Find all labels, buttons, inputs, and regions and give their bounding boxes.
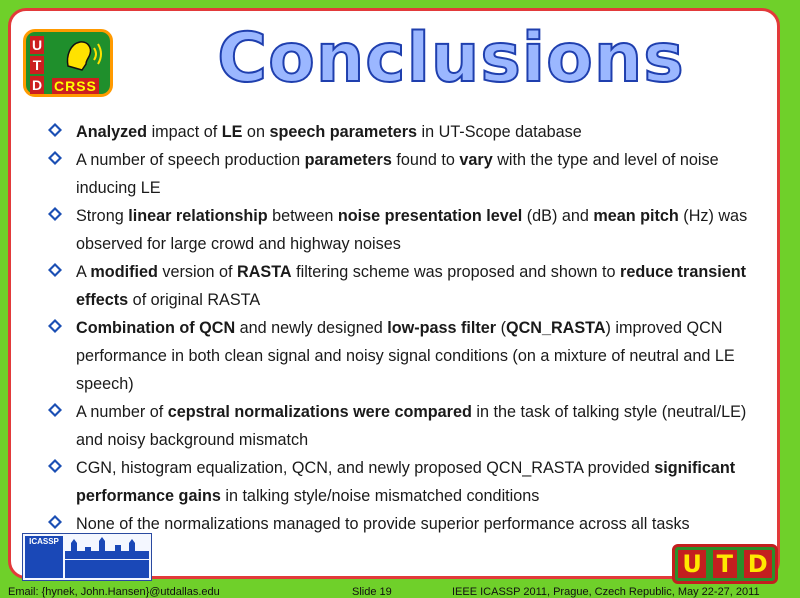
diamond-bullet-icon	[48, 146, 76, 170]
bullet-segment: impact of	[147, 123, 222, 141]
slide-title: Conclusions	[217, 19, 685, 98]
bullet-segment: Strong	[76, 207, 129, 225]
bullet-segment: None of the normalizations managed to provide superior performance across all tasks	[76, 515, 690, 533]
bullet-segment: (Hz) was observed for large crowd and highway noises	[76, 207, 748, 253]
utd-logo-letter-u: U	[678, 550, 706, 578]
crss-logo-text: CRSS	[54, 78, 97, 94]
bullet-item	[48, 510, 788, 538]
bullet-segment: in talking style/noise mismatched conditions	[220, 487, 540, 505]
bullet-segment: on	[242, 123, 270, 141]
bullet-emphasis: speech parameters	[269, 123, 418, 141]
diamond-bullet-icon	[48, 314, 76, 338]
bullet-segment: ) improved QCN performance in both clean signal and noisy signal conditions (on a mixture of neutral and LE speech)	[76, 319, 735, 393]
diamond-bullet-icon	[48, 202, 76, 226]
bullet-emphasis: QCN_RASTA	[505, 319, 606, 337]
crss-logo	[23, 29, 113, 97]
bullet-emphasis: modified	[90, 263, 158, 281]
icassp-badge: ICASSP	[25, 536, 63, 578]
bullet-emphasis: cepstral normalizations were compared	[167, 403, 472, 421]
bullet-segment: (dB) and	[522, 207, 594, 225]
bullet-segment: A number of	[76, 403, 168, 421]
speaker-head-icon	[62, 36, 108, 74]
bullet-item	[48, 454, 788, 510]
bullet-item	[48, 258, 788, 314]
diamond-bullet-icon	[48, 118, 76, 142]
prague-skyline-icon	[65, 537, 149, 559]
bullet-segment: in UT-Scope database	[417, 123, 582, 141]
bullet-segment: (	[496, 319, 506, 337]
bullet-emphasis: low-pass filter	[387, 319, 497, 337]
bullet-emphasis: LE	[221, 123, 243, 141]
bullet-item	[48, 146, 788, 202]
bullet-segment: CGN, histogram equalization, QCN, and newly proposed QCN_RASTA provided	[76, 459, 655, 477]
footer-slide-number: Slide 19	[352, 586, 392, 598]
bullet-emphasis: reduce transient effects	[76, 263, 746, 309]
bullet-segment: A	[76, 263, 91, 281]
bullet-emphasis: Combination of QCN	[76, 319, 236, 337]
bullet-segment: of original RASTA	[128, 291, 261, 309]
diamond-bullet-icon	[48, 454, 76, 478]
utd-logo-letter-t: T	[713, 550, 737, 578]
bullet-segment: in the task of talking style (neutral/LE) and noisy background mismatch	[76, 403, 747, 449]
bullet-emphasis: mean pitch	[593, 207, 679, 225]
diamond-bullet-icon	[48, 398, 76, 422]
bullet-segment: between	[267, 207, 338, 225]
bullet-text	[76, 146, 776, 202]
bullet-item	[48, 202, 788, 258]
bullet-item	[48, 314, 788, 398]
bullet-item	[48, 118, 788, 146]
diamond-bullet-icon	[48, 258, 76, 282]
bullet-emphasis: significant performance gains	[76, 459, 736, 505]
bullet-text	[76, 510, 776, 538]
bullet-text	[76, 398, 776, 454]
crss-logo-letter-u: U	[31, 37, 43, 53]
diamond-bullet-icon	[48, 510, 76, 534]
crss-logo-letter-d: D	[31, 77, 43, 93]
icassp-band	[65, 560, 149, 578]
bullet-item	[48, 398, 788, 454]
crss-logo-letter-t: T	[30, 56, 44, 74]
bullet-emphasis: noise presentation level	[337, 207, 523, 225]
utd-logo	[672, 544, 778, 584]
bullet-emphasis: RASTA	[237, 263, 292, 281]
footer-email: Email: {hynek, John.Hansen}@utdallas.edu	[8, 586, 220, 598]
bullet-segment: A number of speech production	[76, 151, 305, 169]
bullet-text	[76, 314, 776, 398]
icassp-logo	[22, 533, 152, 581]
bullet-segment: with the type and level of noise inducing LE	[76, 151, 719, 197]
bullet-emphasis: linear relationship	[128, 207, 268, 225]
bullet-emphasis: vary	[459, 151, 493, 169]
bullet-segment: found to	[391, 151, 460, 169]
bullet-segment: and newly designed	[235, 319, 388, 337]
bullet-emphasis: parameters	[304, 151, 392, 169]
bullet-text	[76, 202, 776, 258]
bullet-list	[48, 118, 788, 538]
bullet-segment: version of	[157, 263, 238, 281]
bullet-text	[76, 454, 776, 510]
bullet-text	[76, 118, 776, 146]
bullet-emphasis: Analyzed	[76, 123, 148, 141]
footer-event: IEEE ICASSP 2011, Prague, Czech Republic, May 22-27, 2011	[452, 586, 760, 598]
bullet-segment: filtering scheme was proposed and shown to	[291, 263, 621, 281]
utd-logo-letter-d: D	[744, 550, 772, 578]
bullet-text	[76, 258, 776, 314]
